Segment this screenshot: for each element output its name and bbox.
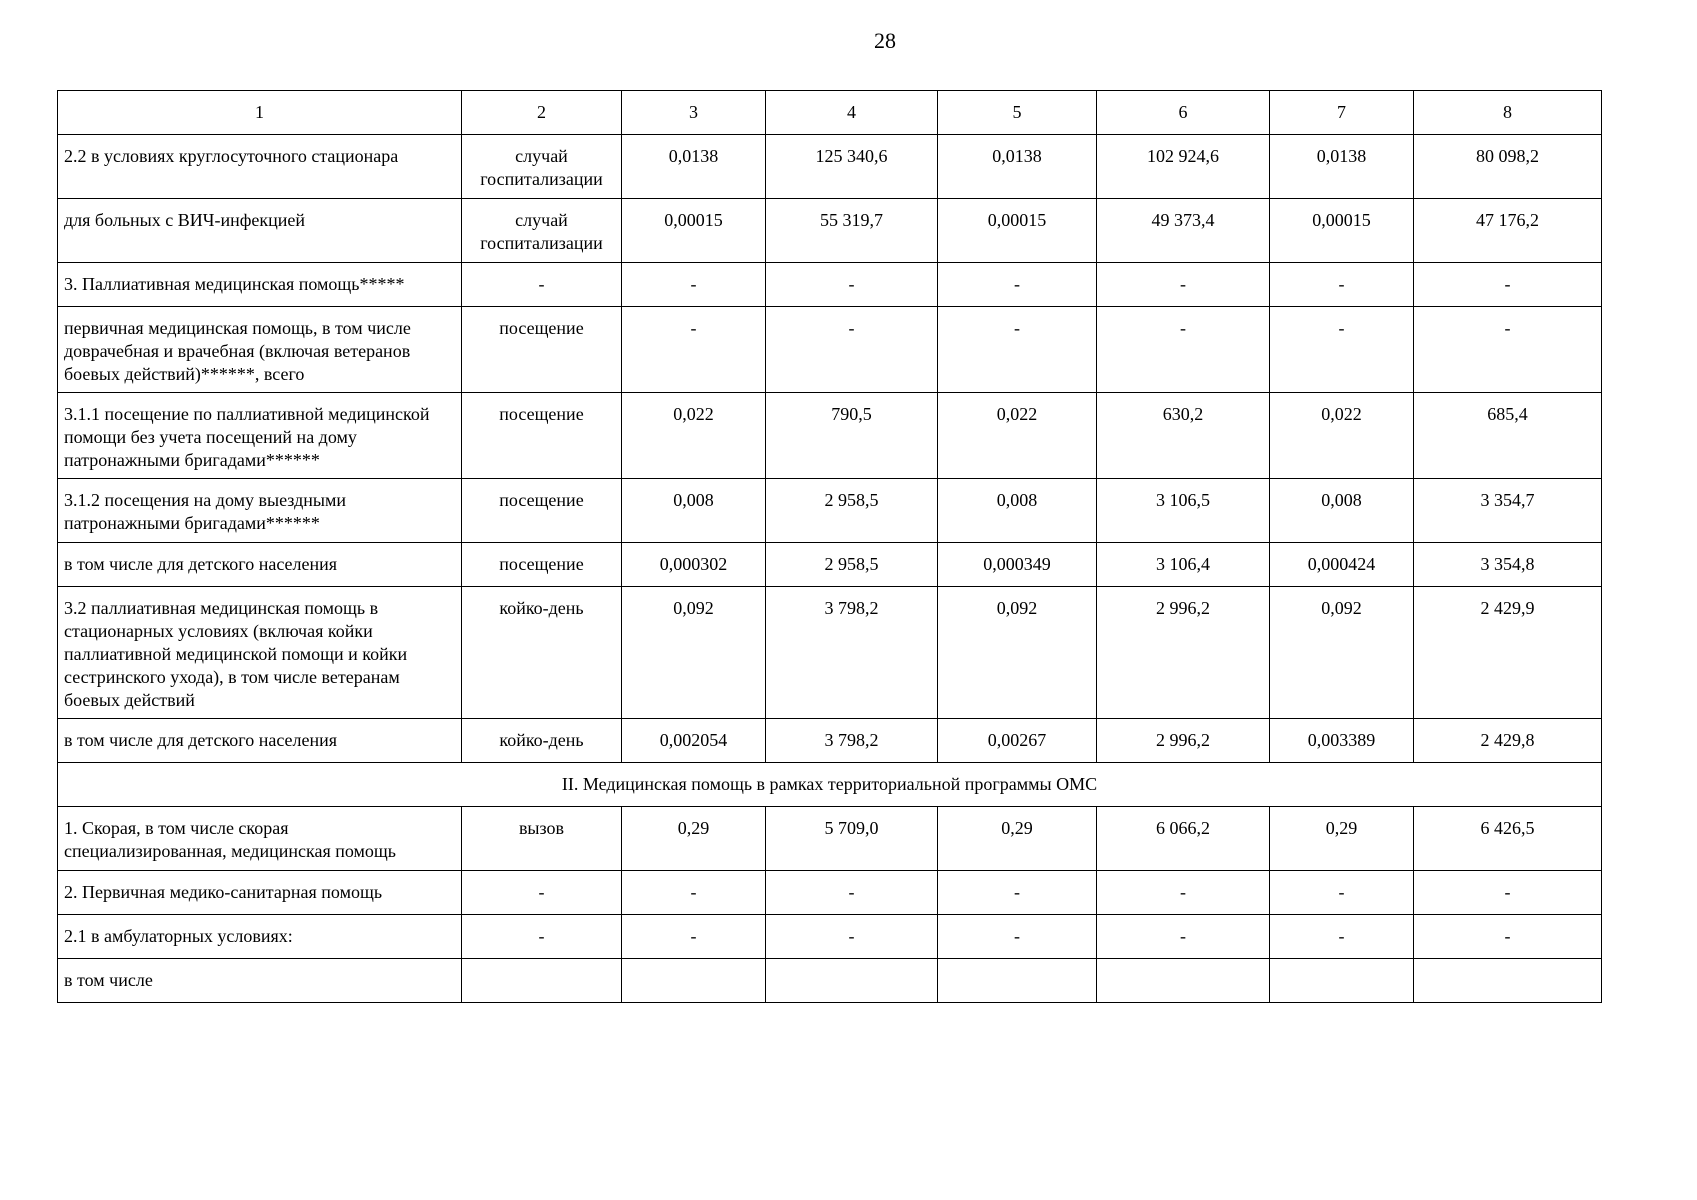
table-cell: 125 340,6 (766, 135, 938, 199)
row-label-cell: 2.2 в условиях круглосуточного стационара (58, 135, 462, 199)
table-row (58, 719, 1602, 763)
table-cell: - (1097, 263, 1270, 307)
table-row (58, 199, 1602, 263)
column-number-header-row (58, 91, 1602, 135)
table-cell: 0,008 (1270, 479, 1414, 543)
table-row (58, 307, 1602, 393)
table-cell (1270, 959, 1414, 1003)
table-cell: 0,0138 (938, 135, 1097, 199)
table-cell: - (462, 871, 622, 915)
column-number-header: 1 (58, 91, 462, 135)
table-cell: - (622, 915, 766, 959)
row-label-cell: 3.1.1 посещение по паллиативной медицинской помощи без учета посещений на дому патронажными бригадами****** (58, 393, 462, 479)
table-cell: - (766, 871, 938, 915)
table-cell: 0,00015 (1270, 199, 1414, 263)
table-cell: 2 958,5 (766, 479, 938, 543)
table-cell: - (1414, 307, 1602, 393)
table-row (58, 543, 1602, 587)
table-cell: - (938, 915, 1097, 959)
table-cell: - (622, 871, 766, 915)
table-row (58, 807, 1602, 871)
table-cell: койко-день (462, 719, 622, 763)
table-cell: - (1270, 263, 1414, 307)
table-cell: 0,022 (1270, 393, 1414, 479)
table-cell: 0,008 (622, 479, 766, 543)
table-cell: посещение (462, 479, 622, 543)
table-cell: 0,29 (1270, 807, 1414, 871)
row-label-cell: 3.2 паллиативная медицинская помощь в стационарных условиях (включая койки паллиативной медицинской помощи и койки сестринского ухода), в том числе ветеранам боевых действий (58, 587, 462, 719)
table-cell: 0,002054 (622, 719, 766, 763)
column-number-header: 8 (1414, 91, 1602, 135)
table-cell: 2 996,2 (1097, 587, 1270, 719)
table-row (58, 479, 1602, 543)
table-cell: - (938, 263, 1097, 307)
table-cell: 0,29 (938, 807, 1097, 871)
table-cell: 55 319,7 (766, 199, 938, 263)
table-cell: - (938, 871, 1097, 915)
table-cell: - (766, 307, 938, 393)
table-cell: 3 106,5 (1097, 479, 1270, 543)
table-cell: 3 354,8 (1414, 543, 1602, 587)
table-cell: - (1097, 307, 1270, 393)
row-label-cell: 2.1 в амбулаторных условиях: (58, 915, 462, 959)
table-cell: 2 429,8 (1414, 719, 1602, 763)
table-cell (462, 959, 622, 1003)
row-label-cell: 2. Первичная медико-санитарная помощь (58, 871, 462, 915)
table-cell: 0,00267 (938, 719, 1097, 763)
data-table (57, 90, 1602, 1003)
row-label-cell: для больных с ВИЧ-инфекцией (58, 199, 462, 263)
table-cell: - (622, 263, 766, 307)
column-number-header: 6 (1097, 91, 1270, 135)
table-cell: 0,022 (622, 393, 766, 479)
page-number: 28 (874, 28, 896, 53)
table-cell: - (766, 263, 938, 307)
row-label-cell: 1. Скорая, в том числе скорая специализированная, медицинская помощь (58, 807, 462, 871)
table-cell: - (1414, 915, 1602, 959)
table-row (58, 263, 1602, 307)
table-cell: 0,022 (938, 393, 1097, 479)
table-cell: 80 098,2 (1414, 135, 1602, 199)
table-cell: 0,003389 (1270, 719, 1414, 763)
table-cell: - (1097, 915, 1270, 959)
table-cell: посещение (462, 307, 622, 393)
table-cell: - (1270, 307, 1414, 393)
table-cell: - (766, 915, 938, 959)
table-cell: 49 373,4 (1097, 199, 1270, 263)
section-header-row (58, 763, 1602, 807)
table-cell: посещение (462, 543, 622, 587)
row-label-cell: первичная медицинская помощь, в том числе доврачебная и врачебная (включая ветеранов боевых действий)******, всего (58, 307, 462, 393)
table-row (58, 587, 1602, 719)
table-cell: 0,0138 (1270, 135, 1414, 199)
table-cell: 6 066,2 (1097, 807, 1270, 871)
column-number-header: 7 (1270, 91, 1414, 135)
section-title: II. Медицинская помощь в рамках территориальной программы ОМС (58, 763, 1602, 807)
table-row (58, 915, 1602, 959)
table-row (58, 871, 1602, 915)
table-cell: койко-день (462, 587, 622, 719)
table-cell: - (1414, 871, 1602, 915)
table-cell: случай госпитализации (462, 199, 622, 263)
table-cell: 5 709,0 (766, 807, 938, 871)
table-cell: 3 798,2 (766, 587, 938, 719)
table-cell: - (1097, 871, 1270, 915)
table-cell: 3 354,7 (1414, 479, 1602, 543)
table-cell: 685,4 (1414, 393, 1602, 479)
table-cell: посещение (462, 393, 622, 479)
table-row (58, 393, 1602, 479)
column-number-header: 4 (766, 91, 938, 135)
table-cell: 2 996,2 (1097, 719, 1270, 763)
table-cell: - (1270, 915, 1414, 959)
table-cell: 0,008 (938, 479, 1097, 543)
table-cell: 6 426,5 (1414, 807, 1602, 871)
table-cell: 2 429,9 (1414, 587, 1602, 719)
table-cell: 0,00015 (938, 199, 1097, 263)
row-label-cell: 3.1.2 посещения на дому выездными патронажными бригадами****** (58, 479, 462, 543)
table-cell: - (938, 307, 1097, 393)
table-cell: 0,0138 (622, 135, 766, 199)
table-cell: вызов (462, 807, 622, 871)
table-cell: - (1414, 263, 1602, 307)
table-cell: 3 106,4 (1097, 543, 1270, 587)
table-cell: 0,000302 (622, 543, 766, 587)
table-row (58, 135, 1602, 199)
table-cell (1097, 959, 1270, 1003)
table-cell: 0,000424 (1270, 543, 1414, 587)
table-body (58, 91, 1602, 1003)
table-cell: 0,092 (1270, 587, 1414, 719)
table-cell: 0,29 (622, 807, 766, 871)
table-cell: 0,000349 (938, 543, 1097, 587)
table-cell: - (622, 307, 766, 393)
table-cell: - (462, 915, 622, 959)
row-label-cell: 3. Паллиативная медицинская помощь***** (58, 263, 462, 307)
row-label-cell: в том числе для детского населения (58, 543, 462, 587)
table-cell: 0,092 (622, 587, 766, 719)
table-row (58, 959, 1602, 1003)
table-cell: - (1270, 871, 1414, 915)
column-number-header: 3 (622, 91, 766, 135)
row-label-cell: в том числе для детского населения (58, 719, 462, 763)
table-cell: 0,00015 (622, 199, 766, 263)
table-cell: 630,2 (1097, 393, 1270, 479)
column-number-header: 2 (462, 91, 622, 135)
table-cell (766, 959, 938, 1003)
table-cell: 790,5 (766, 393, 938, 479)
table-cell: 102 924,6 (1097, 135, 1270, 199)
table-cell: 3 798,2 (766, 719, 938, 763)
table-cell (1414, 959, 1602, 1003)
row-label-cell: в том числе (58, 959, 462, 1003)
table-cell: 47 176,2 (1414, 199, 1602, 263)
table-cell: - (462, 263, 622, 307)
column-number-header: 5 (938, 91, 1097, 135)
table-cell: 0,092 (938, 587, 1097, 719)
table-cell: случай госпитализации (462, 135, 622, 199)
table-cell: 2 958,5 (766, 543, 938, 587)
table-cell (938, 959, 1097, 1003)
table-cell (622, 959, 766, 1003)
